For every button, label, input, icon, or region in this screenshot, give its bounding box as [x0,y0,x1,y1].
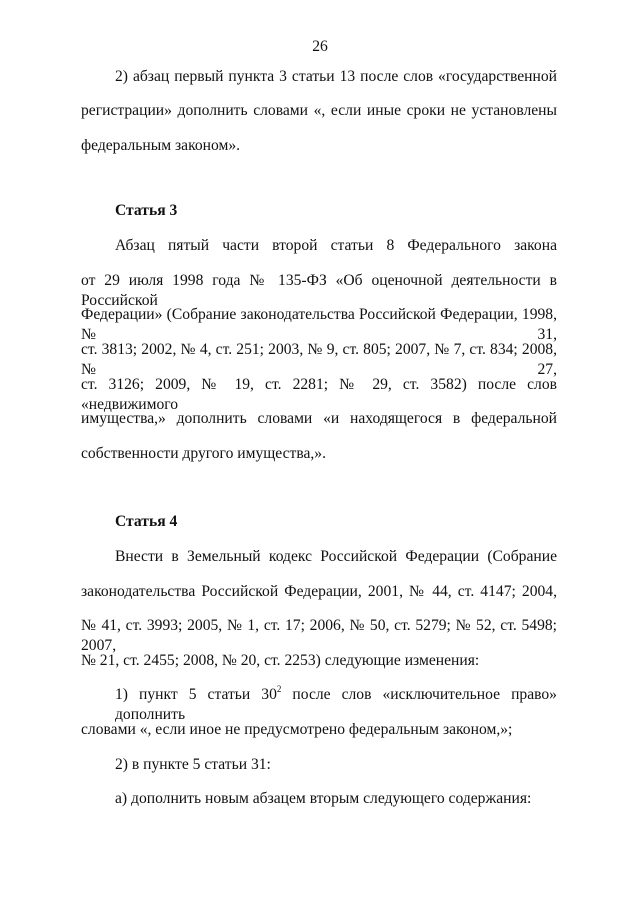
text-line: словами «, если иное не предусмотрено федеральным законом,»; [81,721,513,738]
text-line: № 41, ст. 3993; 2005, № 1, ст. 17; 2006, № 50, ст. 5279; № 52, ст. 5498; 2007, [81,617,557,654]
text-line: Абзац пятый части второй статьи 8 Федерального закона [115,237,557,254]
text-line: собственности другого имущества,». [81,445,326,462]
text-line: а) дополнить новым абзацем вторым следующего содержания: [115,790,532,807]
text-line: имущества,» дополнить словами «и находящегося в федеральной [81,410,557,427]
text-line: № 21, ст. 2455; 2008, № 20, ст. 2253) следующие изменения: [81,652,480,669]
text-line: ст. 3813; 2002, № 4, ст. 251; 2003, № 9, ст. 805; 2007, № 7, ст. 834; 2008, № 27, [81,341,557,378]
article-3-heading: Статья 3 [115,202,178,219]
item1-text: после слов «исключительное право» дополнить [115,686,557,723]
text-line: законодательства Российской Федерации, 2001, № 44, ст. 4147; 2004, [81,583,557,600]
page-number: 26 [312,38,328,55]
text-line: ст. 3126; 2009, № 19, ст. 2281; № 29, ст. 3582) после слов «недвижимого [81,376,557,413]
text-line [115,684,557,723]
text-line: Федерации» (Собрание законодательства Российской Федерации, 1998, № 31, [81,306,557,343]
article-4-heading: Статья 4 [115,513,178,530]
text-line: регистрации» дополнить словами «, если иные сроки не установлены [81,102,557,119]
text-line: от 29 июля 1998 года № 135-ФЗ «Об оценочной деятельности в Российской [81,272,557,309]
text-line: федеральным законом». [81,137,241,154]
text-line: Внести в Земельный кодекс Российской Федерации (Собрание [115,548,557,565]
superscript: 2 [276,684,282,694]
text-line: 2) абзац первый пункта 3 статьи 13 после слов «государственной [115,68,557,85]
item1-text: 1) пункт 5 статьи 30 [115,686,277,703]
text-line: 2) в пункте 5 статьи 31: [115,756,271,773]
